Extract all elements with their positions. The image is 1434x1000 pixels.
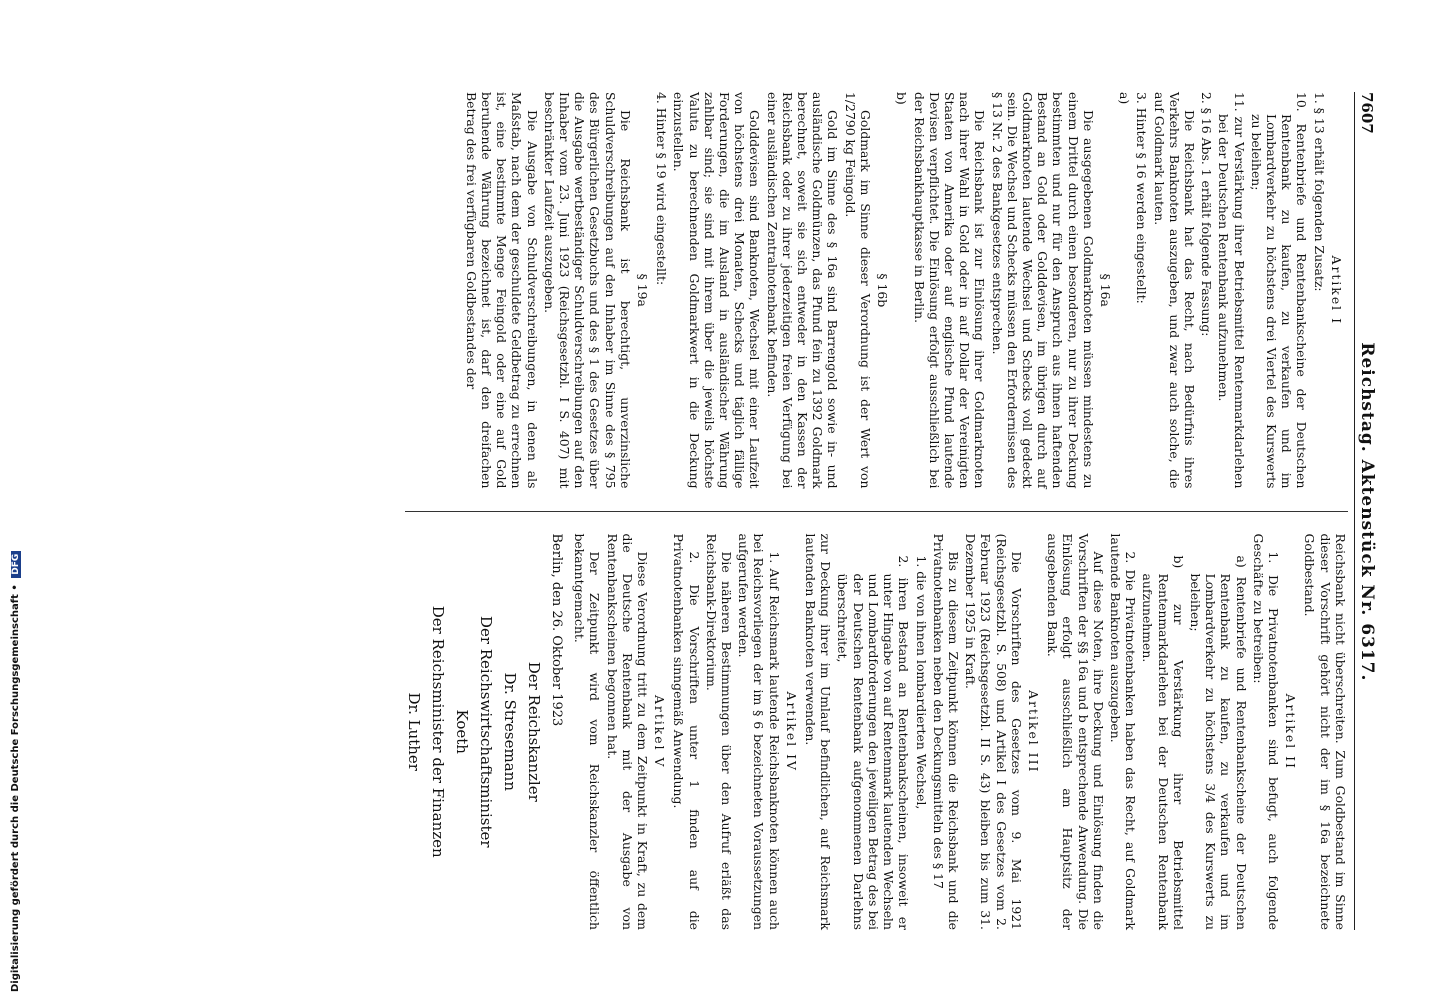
- article-heading: Artikel I: [1328, 255, 1344, 325]
- paragraph: 3. Hinter § 16 werden eingestellt:: [1134, 92, 1150, 304]
- left-column: [405, 92, 1348, 489]
- paragraph: Goldmark im Sinne dieser Verordnung ist der Wert von 1/2790 kg Feingold.: [842, 92, 873, 489]
- article-heading: Artikel V: [652, 694, 668, 769]
- paragraph: Bis zu diesem Zeitpunkt können die Reichsbank und die Privatnotenbanken neben den Deckungsmitteln des § 17: [930, 533, 961, 930]
- article-heading: Artikel II: [1283, 693, 1299, 770]
- paragraph: Die Vorschriften des Gesetzes vom 9. Mai 1921 (Reichsgesetzbl. S. 508) und Artikel I des Gesetzes vom 2. Februar 1923 (Reichsgesetzbl. II S. 43) bleiben bis zum 31. Dezember 1925 in Kraft.: [963, 533, 1024, 930]
- paragraph: 1. Die Privatnotenbanken sind befugt, auch folgende Geschäfte zu betreiben:: [1250, 533, 1281, 930]
- paragraph: 2. ihren Bestand an Rentenbankscheinen, insoweit er unter Hingabe von auf Rentenmark lautenden Wechseln und Lombardforderungen den jeweiligen Betrag des bei der Deutschen Rentenbank aufgenommenen Darlehns überschreitet,: [835, 555, 912, 930]
- digitization-credit: [10, 551, 21, 992]
- page-number: 7607: [1358, 92, 1376, 134]
- paragraph: zur Deckung ihrer im Umlauf befindlichen, auf Reichsmark lautenden Banknoten verwenden.: [803, 533, 834, 930]
- article-heading: Artikel IV: [783, 691, 799, 772]
- signatory-name: Dr. Stresemann: [500, 672, 519, 791]
- paragraph: 1. § 13 erhält folgenden Zusatz:: [1311, 92, 1327, 292]
- paragraph: 11. zur Verstärkung ihrer Betriebsmittel Rentenmarkdarlehen bei der Deutschen Rentenbank aufzunehmen.: [1216, 92, 1247, 489]
- section-heading: § 16a: [1097, 273, 1113, 307]
- paragraph: 2. § 16 Abs. 1 erhält folgende Fassung:: [1199, 92, 1215, 337]
- signatory-title: Der Reichswirtschaftsminister: [476, 615, 495, 848]
- paragraph: a) Rentenbriefe und Rentenbankscheine der Deutschen Rentenbank zu kaufen, zu verkaufen und im Lombardverkehr zu höchstens 3/4 des Kurswerts zu beleihen;: [1187, 555, 1249, 930]
- paragraph: 10. Rentenbriefe und Rentenbankscheine der Deutschen Rentenbank zu kaufen, zu verkaufen und im Lombardverkehr zu höchstens drei Viertel des Kurswerts zu beleihen;: [1248, 92, 1310, 489]
- paragraph: Diese Verordnung tritt zu dem Zeitpunkt in Kraft, zu dem die Deutsche Rentenbank mit der Ausgabe von Rentenbankscheinen begonnen hat.: [604, 533, 651, 930]
- signatory-title: Der Reichsminister der Finanzen: [428, 605, 447, 858]
- paragraph: Die Reichsbank ist zur Einlösung ihrer Goldmarknoten nach ihrer Wahl in Gold oder in auf Dollar der Vereinigten Staaten von Amerika oder auf englische Pfund lautende Devisen verpflichtet. Die Einlösung erfolgt ausschließlich bei der Reichsbankhauptkasse in Berlin.: [911, 92, 988, 489]
- article-heading: Artikel III: [1025, 690, 1041, 774]
- paragraph: Gold im Sinne des § 16a sind Barrengold sowie in- und ausländische Goldmünzen, das Pfund fein zu 1392 Goldmark berechnet, soweit sie sich entweder in den Kassen der Reichsbank oder zu ihrer jederzeitigen freien Verfügung bei einer ausländischen Zentralnotenbank befinden.: [764, 92, 841, 489]
- paragraph: Die Reichsbank ist berechtigt, unverzinsliche Schuldverschreibungen auf den Inhaber im Sinne des § 795 des Bürgerlichen Gesetzbuchs und des § 1 des Gesetzes über die Ausgabe wertbeständiger Schuldverschreibungen auf den Inhaber vom 23. Juni 1923 (Reichsgesetzbl. I S. 407) mit beschränkter Laufzeit auszugeben.: [541, 92, 633, 489]
- paragraph: 2. Die Vorschriften unter 1 finden auf die Privatnotenbanken sinngemäß Anwendung.: [671, 533, 702, 930]
- signatory-name: Dr. Luther: [404, 692, 423, 771]
- paragraph: b) zur Verstärkung ihrer Betriebsmittel Rentenmarkdarlehen bei der Deutschen Rentenbank aufzunehmen.: [1140, 555, 1186, 930]
- paragraph: 2. Die Privatnotenbanken haben das Recht, auf Goldmark lautende Banknoten auszugeben.: [1107, 533, 1139, 930]
- paragraph: Golddevisen sind Banknoten, Wechsel mit einer Laufzeit von höchstens drei Monaten, Schecks und täglich fällige Forderungen, die im Ausland in ausländischer Währung zahlbar sind; sie sind mit ihrem über die jeweils höchste Valuta zu berechnenden Goldmarkwert in die Deckung einzustellen.: [671, 92, 763, 489]
- right-column: [405, 534, 1348, 931]
- paragraph: Die Reichsbank hat das Recht, nach Bedürfnis ihres Verkehrs Banknoten auszugeben, und zwar auch solche, die auf Goldmark lauten.: [1151, 92, 1197, 489]
- credit-text: Digitalisierung gefördert durch die Deutsche Forschungsgemeinschaft •: [10, 584, 21, 992]
- paragraph: Reichsbank nicht überschreiten. Zum Goldbestand im Sinne dieser Vorschrift gehört nicht der im § 16a bezeichnete Goldbestand.: [1302, 533, 1348, 930]
- signing-date: Berlin, den 26. Oktober 1923: [549, 533, 565, 727]
- item-label: a): [1117, 92, 1133, 105]
- section-heading: § 19a: [635, 273, 651, 307]
- column-divider: [405, 511, 1348, 512]
- section-heading: § 16b: [875, 273, 891, 308]
- paragraph: Die Ausgabe von Schuldverschreibungen, in denen als Maßstab, nach dem der geschuldete Geldbetrag zu errechnen ist, eine bestimmte Menge Feingold oder eine auf Gold beruhende Währung bezeichnet ist, darf den dreifachen Betrag des frei verfügbaren Goldbestandes der: [463, 92, 540, 489]
- paragraph: Der Zeitpunkt wird vom Reichskanzler öffentlich bekanntgemacht.: [572, 533, 603, 930]
- paragraph: Die näheren Bestimmungen über den Aufruf erläßt das Reichsbank-Direktorium.: [703, 533, 735, 930]
- paragraph: Auf diese Noten, ihre Deckung und Einlösung finden die Vorschriften der §§ 16a und b entsprechende Anwendung. Die Einlösung erfolgt ausschließlich am Hauptsitz der ausgebenden Bank.: [1045, 533, 1106, 930]
- paragraph: 4. Hinter § 19 wird eingestellt:: [654, 92, 670, 286]
- page-title: Reichstag. Aktenstück Nr. 6317.: [1357, 342, 1377, 682]
- item-label: b): [894, 92, 910, 105]
- paragraph: Die ausgegebenen Goldmarknoten müssen mindestens zu einem Drittel durch einen besonderen, nur zu ihrer Deckung bestimmten und nur für den Anspruch aus ihnen haftenden Bestand an Gold oder Golddevisen, im übrigen durch auf Goldmarknoten lautende Wechsel und Schecks voll gedeckt sein. Die Wechsel und Schecks müssen den Erfordernissen des § 13 Nr. 2 des Bankgesetzes entsprechen.: [989, 92, 1096, 489]
- signatory-title: Der Reichskanzler: [524, 661, 543, 802]
- page-header: [1354, 92, 1377, 930]
- paragraph: 1. Auf Reichsmark lautende Reichsbanknoten können auch bei Reichsvorliegen der im § 6 bezeichneten Voraussetzungen aufgerufen werden.: [736, 533, 782, 930]
- signatory-name: Koeth: [452, 709, 471, 754]
- text-columns: [405, 92, 1348, 930]
- dfg-logo: DFG: [11, 551, 21, 578]
- paragraph: 1. die von ihnen lombardierten Wechsel,: [913, 555, 929, 810]
